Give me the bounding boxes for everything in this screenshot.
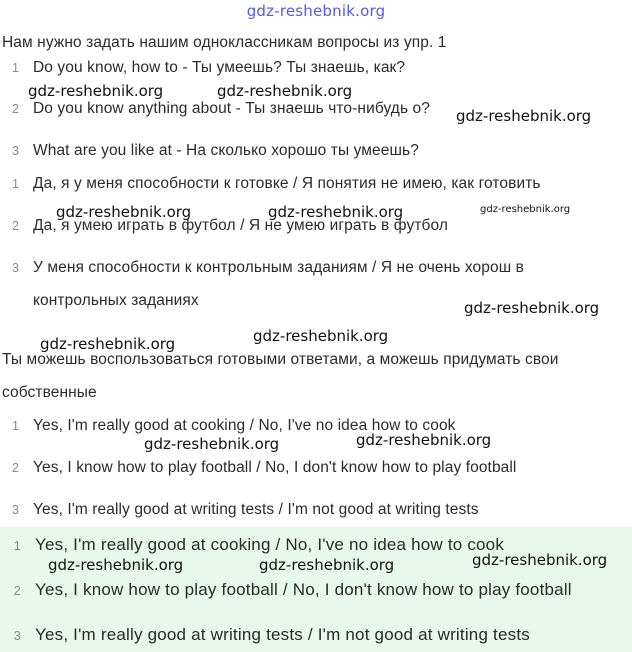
watermark: gdz-reshebnik.org <box>40 335 176 353</box>
item-text: У меня способности к контрольным заданиям / Я не очень хорош в <box>33 259 524 276</box>
watermark: gdz-reshebnik.org <box>259 556 395 574</box>
list-item-highlighted-2 <box>0 580 632 600</box>
item-number: 2 <box>13 583 21 598</box>
item-number: 1 <box>11 419 19 433</box>
item-number: 2 <box>11 102 19 116</box>
watermark: gdz-reshebnik.org <box>356 431 492 449</box>
watermark: gdz-reshebnik.org <box>56 203 192 221</box>
item-text: Да, я умею играть в футбол / Я не умею играть в футбол <box>33 217 449 234</box>
watermark: gdz-reshebnik.org <box>253 327 389 345</box>
intro-text-2-line-1: Ты можешь воспользоваться готовыми ответами, а можешь придумать свои <box>2 351 559 368</box>
item-number: 2 <box>11 219 19 233</box>
list-item-answer-en-2 <box>0 459 620 477</box>
watermark: gdz-reshebnik.org <box>268 203 404 221</box>
item-number: 1 <box>11 61 19 75</box>
item-text: Yes, I know how to play football / No, I don't know how to play football <box>33 459 517 476</box>
item-text: Yes, I'm really good at writing tests / I'm not good at writing tests <box>33 501 479 518</box>
watermark: gdz-reshebnik.org <box>472 551 608 569</box>
item-number: 1 <box>13 538 21 553</box>
list-item-continuation: контрольных заданиях <box>33 292 199 309</box>
item-text: Да, я у меня способности к готовке / Я понятия не имею, как готовить <box>33 175 541 192</box>
list-item-answer-ru-3 <box>0 259 620 277</box>
item-number: 3 <box>11 503 19 517</box>
watermark: gdz-reshebnik.org <box>456 107 592 125</box>
watermark: gdz-reshebnik.org <box>480 204 571 215</box>
item-text: Do you know anything about - Ты знаешь что-нибудь о? <box>33 100 430 117</box>
list-item-answer-ru-1 <box>0 175 620 193</box>
item-number: 3 <box>11 261 19 275</box>
list-item-question-1 <box>0 59 620 77</box>
watermark: gdz-reshebnik.org <box>464 299 600 317</box>
list-item-highlighted-3 <box>0 625 632 645</box>
list-item-answer-en-1 <box>0 417 620 435</box>
intro-text: Нам нужно задать нашим одноклассникам вопросы из упр. 1 <box>2 34 447 51</box>
item-text: Yes, I'm really good at cooking / No, I've no idea how to cook <box>33 417 456 434</box>
list-item-question-3 <box>0 142 620 160</box>
item-text: Yes, I know how to play football / No, I don't know how to play football <box>35 580 572 599</box>
watermark: gdz-reshebnik.org <box>28 82 164 100</box>
item-text: Yes, I'm really good at writing tests / I'm not good at writing tests <box>35 625 530 644</box>
watermark: gdz-reshebnik.org <box>217 82 353 100</box>
item-number: 3 <box>13 628 21 643</box>
item-text: What are you like at - На сколько хорошо ты умеешь? <box>33 142 419 159</box>
item-number: 3 <box>11 144 19 158</box>
item-text: Do you know, how to - Ты умеешь? Ты знаешь, как? <box>33 59 406 76</box>
item-number: 1 <box>11 177 19 191</box>
site-title[interactable]: gdz-reshebnik.org <box>246 2 386 20</box>
watermark: gdz-reshebnik.org <box>144 435 280 453</box>
list-item-answer-en-3 <box>0 501 620 519</box>
item-number: 2 <box>11 461 19 475</box>
intro-text-2-line-2: собственные <box>2 384 97 401</box>
watermark: gdz-reshebnik.org <box>48 556 184 574</box>
item-text: Yes, I'm really good at cooking / No, I've no idea how to cook <box>35 535 505 554</box>
